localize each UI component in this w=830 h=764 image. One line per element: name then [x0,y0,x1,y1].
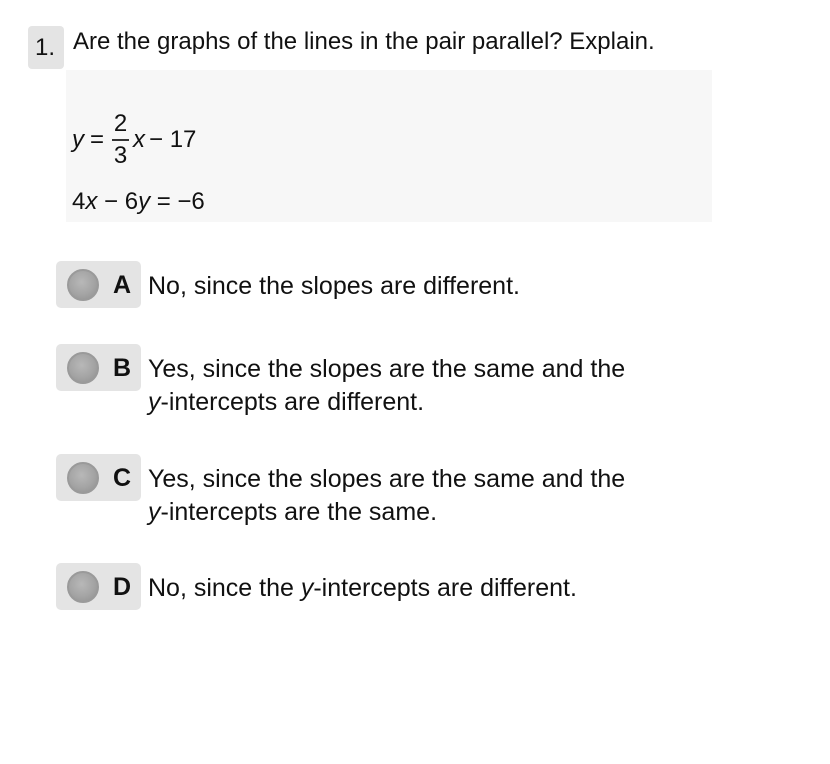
equation-2-minus: − 6 [97,188,139,215]
option-text-line: Yes, since the slopes are the same and the [148,355,626,383]
radio-button-icon[interactable] [67,352,99,384]
equation-1-constant: − 17 [149,126,197,153]
variable-y: y [148,498,161,526]
option-d-selector[interactable] [56,563,141,610]
option-text-line [148,496,768,529]
option-b-selector[interactable] [56,344,141,391]
question-text: Are the graphs of the lines in the pair parallel? Explain. [73,28,655,55]
equation-1 [72,108,196,172]
option-text-line [148,386,768,419]
option-text-line: No, since the slopes are different. [148,272,520,300]
option-text-post: -intercepts are different. [313,574,577,602]
option-text-rest: -intercepts are the same. [160,498,438,526]
option-letter: B [113,354,132,382]
radio-button-icon[interactable] [67,269,99,301]
slope-fraction [112,110,129,170]
option-a-selector[interactable] [56,261,141,308]
fraction-numerator: 2 [113,110,128,137]
equation-2-coef-x: 4 [72,188,86,215]
equations-panel [66,70,712,222]
option-b-text[interactable] [148,353,768,419]
equation-2-rhs: = −6 [150,188,205,215]
option-a-text[interactable] [148,270,768,303]
question-number: 1. [28,26,64,69]
option-text-line [148,572,768,605]
option-letter: A [113,271,132,299]
equation-1-lhs: y [72,126,84,153]
radio-button-icon[interactable] [67,462,99,494]
option-c-text[interactable] [148,463,768,529]
option-text-pre: No, since the [148,574,301,602]
equation-1-x: x [133,126,146,153]
option-c-selector[interactable] [56,454,141,501]
fraction-denominator: 3 [113,142,128,169]
equation-2-x: x [85,188,98,215]
variable-y: y [300,574,314,602]
option-letter: D [113,573,132,601]
fraction-bar [112,139,129,141]
option-text-line: Yes, since the slopes are the same and the [148,465,626,493]
option-text-rest: -intercepts are different. [160,388,425,416]
option-letter: C [113,464,132,492]
equation-2-y: y [138,188,151,215]
option-d-text[interactable] [148,572,768,605]
equation-1-equals: = [90,126,105,153]
radio-button-icon[interactable] [67,571,99,603]
equation-2 [72,186,205,218]
variable-y: y [148,388,161,416]
